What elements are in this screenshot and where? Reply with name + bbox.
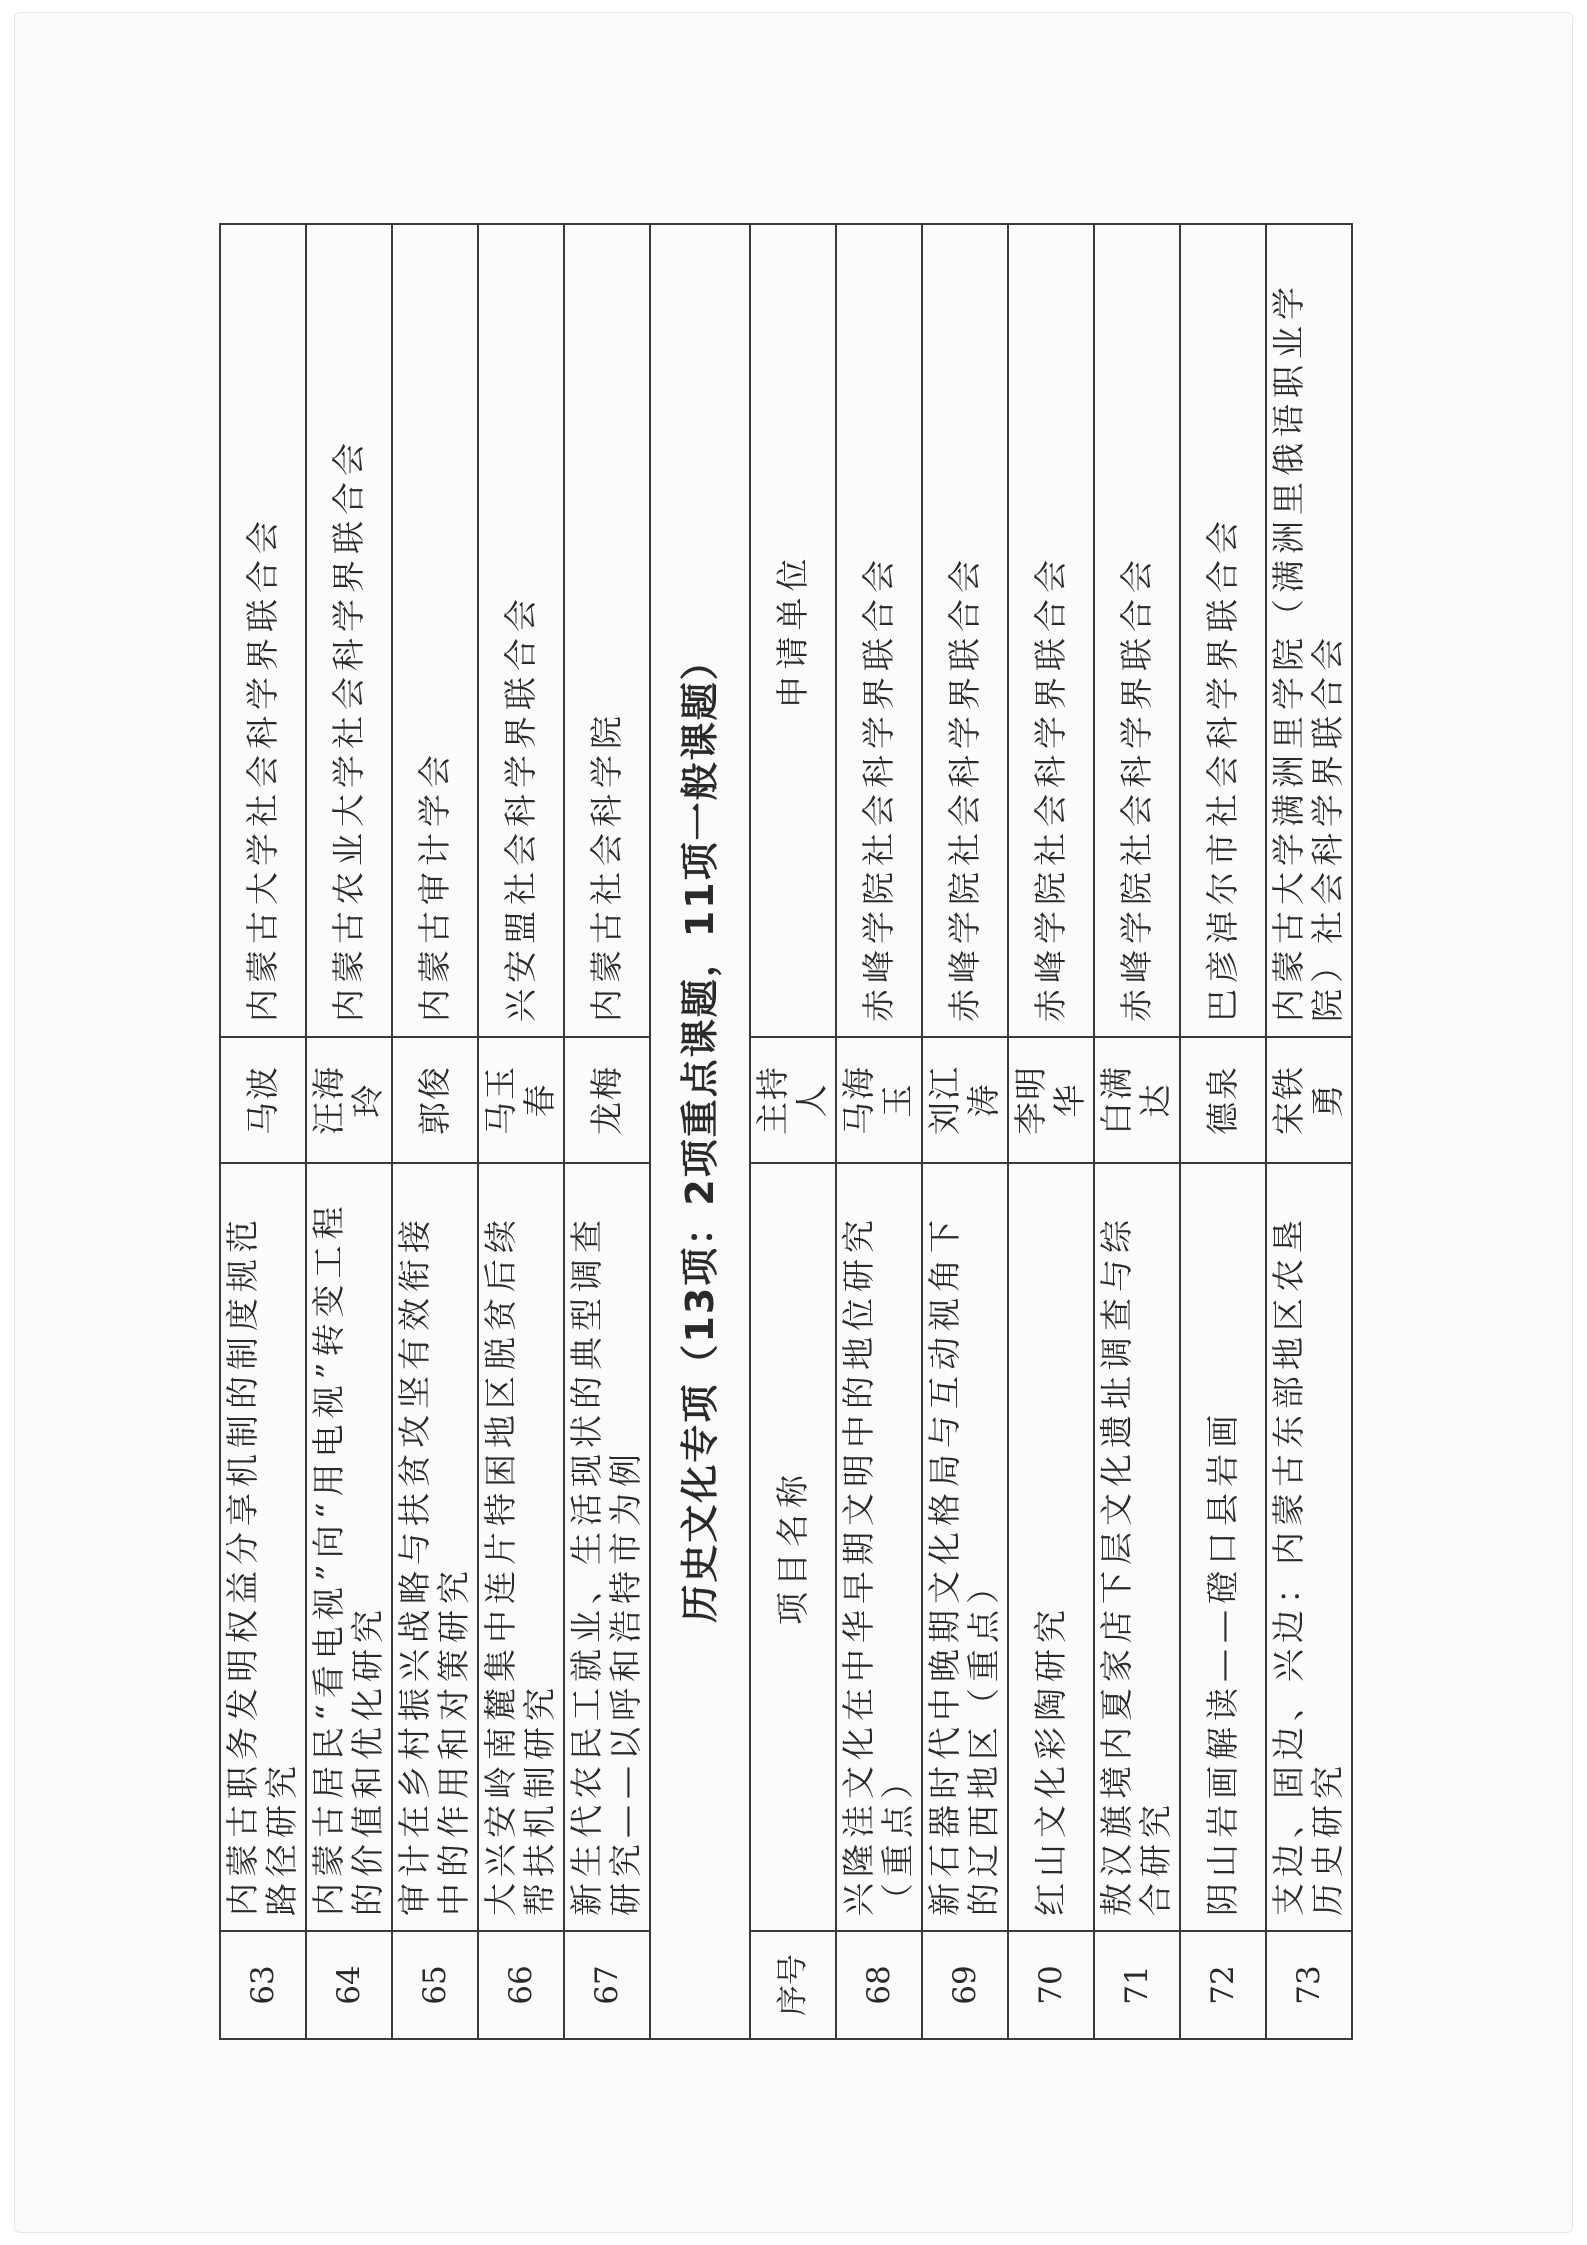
row-number: 66 [478,1931,564,2039]
header-row [750,224,836,2039]
table-row [1008,224,1094,2039]
project-table [219,223,1353,2040]
applicant-unit: 内蒙古审计学会 [392,224,478,1037]
row-number: 63 [220,1931,306,2039]
project-name: 敖汉旗境内夏家店下层文化遗址调查与综合研究 [1094,1163,1180,1931]
project-name: 新生代农民工就业、生活现状的典型调查研究——以呼和浩特市为例 [564,1163,650,1931]
table-row [1094,224,1180,2039]
row-number: 71 [1094,1931,1180,2039]
project-name: 审计在乡村振兴战略与扶贫攻坚有效衔接中的作用和对策研究 [392,1163,478,1931]
host-name: 德泉 [1180,1037,1266,1163]
applicant-unit: 兴安盟社会科学界联合会 [478,224,564,1037]
host-name: 白满达 [1094,1037,1180,1163]
row-number: 68 [836,1931,922,2039]
host-name: 龙梅 [564,1037,650,1163]
section-title: 历史文化专项（13项：2项重点课题，11项一般课题） [650,224,750,2039]
row-number: 73 [1266,1931,1352,2039]
header-number: 序号 [750,1931,836,2039]
host-name: 马波 [220,1037,306,1163]
table-row [564,224,650,2039]
host-name: 宋铁勇 [1266,1037,1352,1163]
host-name: 马玉春 [478,1037,564,1163]
applicant-unit: 内蒙古大学社会科学界联合会 [220,224,306,1037]
row-number: 69 [922,1931,1008,2039]
host-name: 刘江涛 [922,1037,1008,1163]
scanned-page [14,12,1573,2233]
row-number: 64 [306,1931,392,2039]
applicant-unit: 赤峰学院社会科学界联合会 [1094,224,1180,1037]
project-name: 兴隆洼文化在中华早期文明中的地位研究（重点） [836,1163,922,1931]
applicant-unit: 巴彦淖尔市社会科学界联合会 [1180,224,1266,1037]
project-name: 红山文化彩陶研究 [1008,1163,1094,1931]
header-project-name: 项目名称 [750,1163,836,1931]
table-row [1180,224,1266,2039]
rotated-table-frame [219,225,1349,2040]
host-name: 李明华 [1008,1037,1094,1163]
project-name: 内蒙古职务发明权益分享机制的制度规范路径研究 [220,1163,306,1931]
table-row [836,224,922,2039]
header-applicant-unit: 申请单位 [750,224,836,1037]
host-name: 汪海玲 [306,1037,392,1163]
table-row [392,224,478,2039]
table-row [922,224,1008,2039]
header-host: 主持人 [750,1037,836,1163]
project-name: 大兴安岭南麓集中连片特困地区脱贫后续帮扶机制研究 [478,1163,564,1931]
applicant-unit: 内蒙古大学满洲里学院（满洲里俄语职业学院）社会科学界联合会 [1266,224,1352,1037]
row-number: 70 [1008,1931,1094,2039]
applicant-unit: 赤峰学院社会科学界联合会 [922,224,1008,1037]
host-name: 郭俊 [392,1037,478,1163]
table-row [1266,224,1352,2039]
host-name: 马海玉 [836,1037,922,1163]
row-number: 65 [392,1931,478,2039]
project-name: 支边、固边、兴边：内蒙古东部地区农垦历史研究 [1266,1163,1352,1931]
project-name: 新石器时代中晚期文化格局与互动视角下的辽西地区（重点） [922,1163,1008,1931]
project-name: 内蒙古居民“看电视”向“用电视”转变工程的价值和优化研究 [306,1163,392,1931]
project-name: 阴山岩画解读——磴口县岩画 [1180,1163,1266,1931]
applicant-unit: 内蒙古社会科学院 [564,224,650,1037]
table-row [478,224,564,2039]
applicant-unit: 赤峰学院社会科学界联合会 [1008,224,1094,1037]
applicant-unit: 赤峰学院社会科学界联合会 [836,224,922,1037]
section-row [650,224,750,2039]
table-row [220,224,306,2039]
row-number: 72 [1180,1931,1266,2039]
table-row [306,224,392,2039]
row-number: 67 [564,1931,650,2039]
applicant-unit: 内蒙古农业大学社会科学界联合会 [306,224,392,1037]
